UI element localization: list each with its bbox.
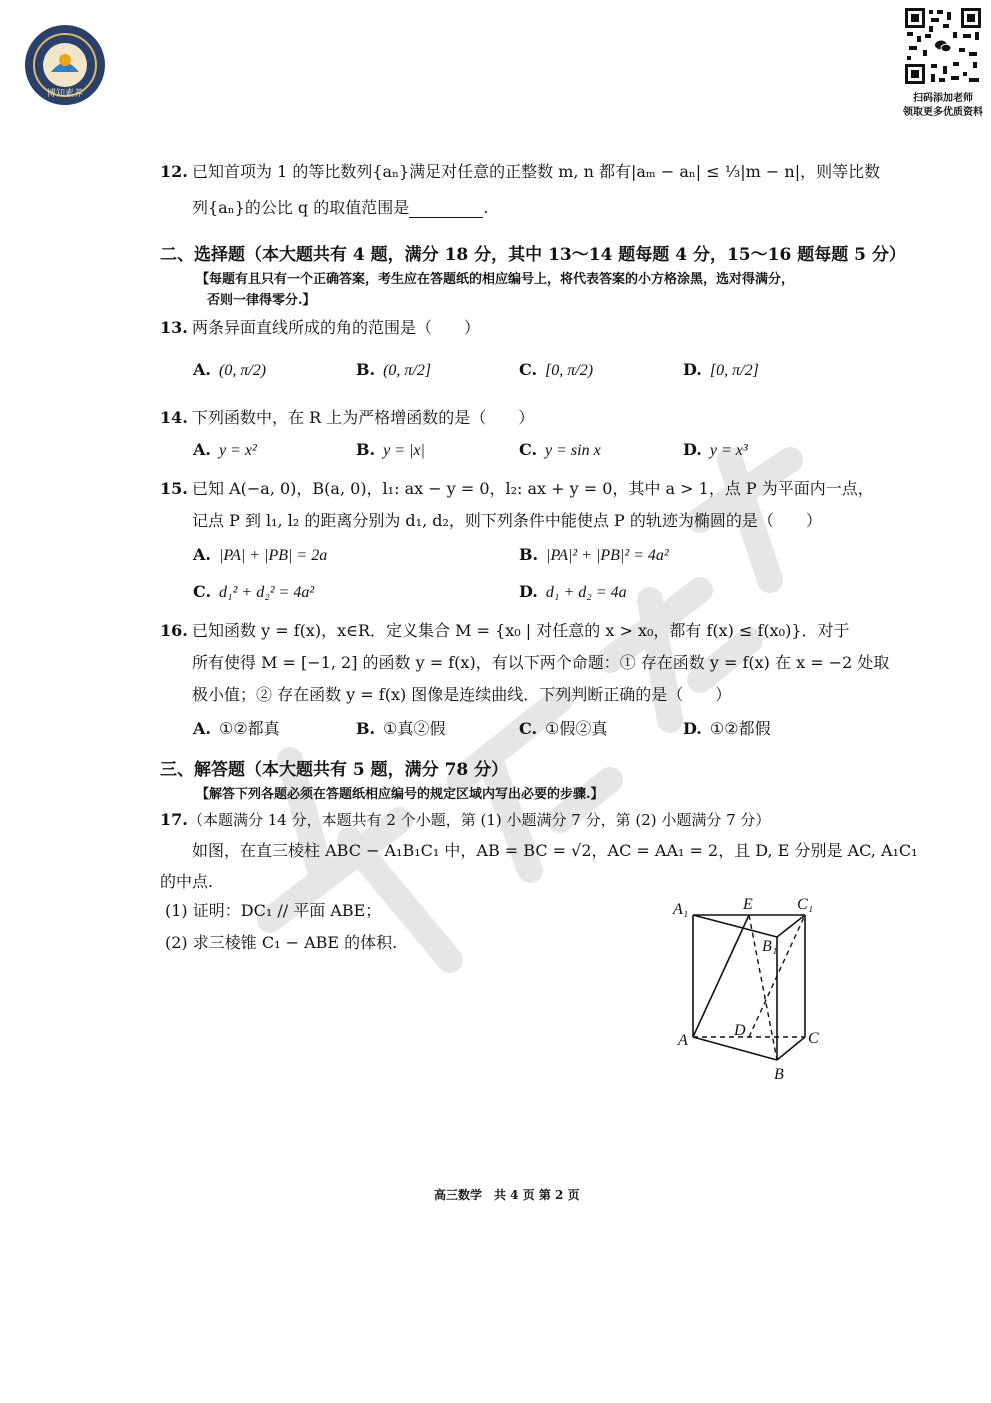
q14-option-d-text: y = x³ [709,442,748,459]
logo-text: 博知素养 [46,89,84,99]
q14-option-a-label: A. [193,440,211,459]
edge-ae [693,915,749,1037]
q17-part2: (2) 求三棱锥 C₁ − ABE 的体积. [165,933,398,952]
label-b: B [774,1066,784,1083]
q14-option-c-text: y = sin x [545,442,601,459]
q15-line1: 已知 A(−a, 0)，B(a, 0)，l₁: ax − y = 0，l₂: ax + y = 0，其中 a > 1，点 P 为平面内一点， [192,479,874,498]
q15-option-c-text: d₁² + d₂² = 4a² [219,584,315,601]
q15-option-a-label: A. [193,545,211,564]
q15-option-b-label: B. [519,545,539,564]
q15-option-a [193,545,327,565]
qr-caption-line2: 领取更多优质资料 [903,107,983,118]
q12-answer-blank [409,201,483,218]
q17-line1: 如图，在直三棱柱 ABC − A₁B₁C₁ 中，AB = BC = √2，AC = AA₁ = 2，且 D, E 分别是 AC, A₁C₁ [192,841,918,860]
q16-option-a-text: ①②都真 [218,719,280,738]
q13-number: 13. [160,318,188,337]
label-c: C [808,1030,819,1047]
q13-option-b-label: B. [356,360,376,379]
q13-option-a-label: A. [193,360,211,379]
q15-number: 15. [160,479,188,498]
section2-note-line1: 【每题有且只有一个正确答案，考生应在答题纸的相应编号上，将代表答案的小方格涂黑，选对得满分， [196,272,795,287]
q15-option-d-text: d₁ + d₂ = 4a [545,584,627,601]
q14-option-d [683,440,748,460]
label-e: E [743,896,753,913]
section3-note: 【解答下列各题必须在答题纸相应编号的规定区域内写出必要的步骤.】 [196,787,604,802]
q15-line2: 记点 P 到 l₁, l₂ 的距离分别为 d₁, d₂，则下列条件中能使点 P 的轨迹为椭圆的是（ ） [192,511,822,530]
q17-part1: (1) 证明：DC₁ // 平面 ABE； [165,901,382,920]
q16-option-a [193,716,280,739]
q13-stem: 两条异面直线所成的角的范围是（ ） [192,318,481,337]
q13-option-c-label: C. [519,360,538,379]
q14-number: 14. [160,408,188,427]
section2-note-line2: 否则一律得零分.】 [207,293,316,308]
edge-bc [777,1037,805,1060]
q16-option-c [519,716,607,739]
label-a: A [678,1032,688,1049]
q15-option-d-label: D. [519,582,538,601]
q15-option-c [193,582,314,602]
edge-be [749,915,777,1060]
q13-option-c [519,360,593,380]
edge-a1b1 [693,915,777,937]
q16-number: 16. [160,621,188,640]
q14-option-b-text: y = |x| [383,442,425,459]
q15-option-b [519,545,669,565]
qr-caption-line1: 扫码添加老师 [913,93,973,104]
q12-line1: 已知首项为 1 的等比数列{aₙ}满足对任意的正整数 m, n 都有|aₘ − aₙ| ≤ ⅓|m − n|，则等比数 [192,162,881,181]
q16-option-c-text: ①假②真 [545,719,608,738]
q13-option-d [683,360,759,380]
q16-line2: 所有使得 M = [−1, 2] 的函数 y = f(x)，有以下两个命题：① 存在函数 y = f(x) 在 x = −2 处取 [192,653,890,672]
q16-option-d-label: D. [683,719,702,738]
section3-title: 三、解答题（本大题共有 5 题，满分 78 分） [160,760,509,780]
qr-caption [895,92,991,120]
page-footer: 高三数学 共 4 页 第 2 页 [434,1188,580,1202]
q17-header: （本题满分 14 分，本题共有 2 个小题，第 (1) 小题满分 7 分，第 (2) 小题满分 7 分） [188,811,771,829]
edge-b1c1 [777,915,805,937]
q13-option-b-text: (0, π/2] [383,362,432,379]
q14-option-b [356,440,425,460]
q12-line2 [192,198,488,218]
q13-option-d-label: D. [683,360,702,379]
q16-option-b-label: B. [356,719,376,738]
q16-option-a-label: A. [193,719,211,738]
q16-line1: 已知函数 y = f(x)，x∈R．定义集合 M = {x₀ | 对任意的 x > x₀，都有 f(x) ≤ f(x₀)}．对于 [192,621,850,640]
q14-option-d-label: D. [683,440,702,459]
q14-option-a [193,440,257,460]
q16-option-b [356,716,445,739]
label-d: D [734,1022,746,1039]
q13-option-a-text: (0, π/2) [218,362,267,379]
q12-line2-end: . [483,198,489,217]
q13-option-b [356,360,431,380]
q15-option-d [519,582,627,602]
label-a1: A₁ [673,901,689,918]
q12-number: 12. [160,162,188,181]
q14-option-b-label: B. [356,440,376,459]
school-logo [24,24,106,106]
q16-option-c-label: C. [519,719,538,738]
q13-option-a [193,360,266,380]
q15-option-c-label: C. [193,582,212,601]
q14-stem: 下列函数中，在 R 上为严格增函数的是（ ） [192,408,535,427]
q17-number: 17. [160,810,188,829]
q17-line2: 的中点. [160,872,214,891]
q13-option-c-text: [0, π/2) [545,362,594,379]
q16-line3: 极小值；② 存在函数 y = f(x) 图像是连续曲线．下列判断正确的是（ ） [192,685,732,704]
q15-option-b-text: |PA|² + |PB|² = 4a² [546,547,669,564]
q16-option-b-text: ①真②假 [383,719,446,738]
edge-ab [693,1037,777,1060]
qr-code[interactable] [903,6,983,86]
label-c1: C₁ [797,896,814,913]
q14-option-a-text: y = x² [218,442,257,459]
q16-option-d-text: ①②都假 [709,719,771,738]
q14-option-c-label: C. [519,440,538,459]
q14-option-c [519,440,601,460]
section2-title: 二、选择题（本大题共有 4 题，满分 18 分，其中 13～14 题每题 4 分，15～16 题每题 5 分） [160,245,906,265]
q15-option-a-text: |PA| + |PB| = 2a [218,547,328,564]
q16-option-d [683,716,771,739]
label-b1: B₁ [762,938,778,955]
q12-line2-text: 列{aₙ}的公比 q 的取值范围是 [192,198,410,217]
prism-figure [660,890,830,1085]
q13-option-d-text: [0, π/2] [709,362,759,379]
